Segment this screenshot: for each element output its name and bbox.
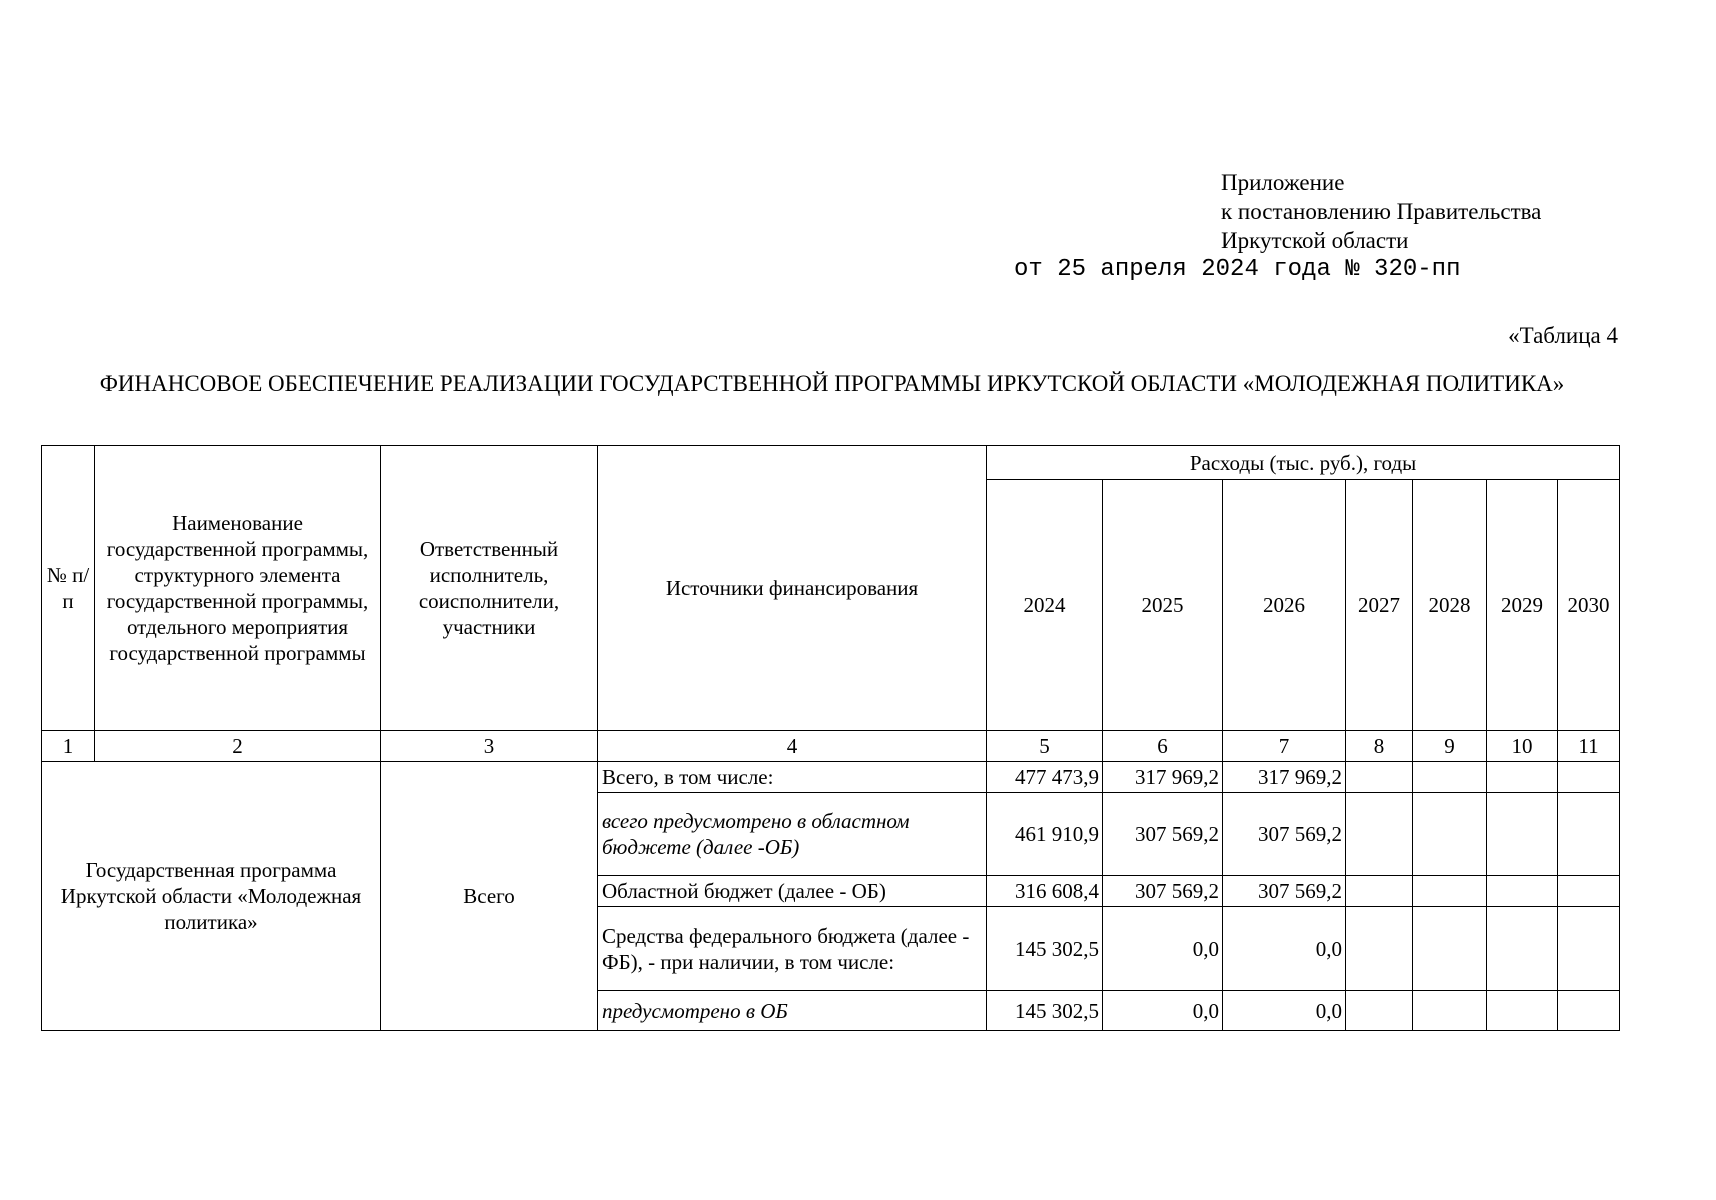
value-cell: 0,0 (1103, 991, 1223, 1031)
column-number: 10 (1487, 731, 1558, 762)
source-cell: Средства федерального бюджета (далее - ФБ), - при наличии, в том числе: (598, 907, 987, 991)
value-cell (1413, 762, 1487, 793)
value-cell (1413, 991, 1487, 1031)
column-number: 8 (1346, 731, 1413, 762)
value-cell: 0,0 (1223, 991, 1346, 1031)
value-cell (1346, 793, 1413, 876)
column-number: 3 (381, 731, 598, 762)
value-cell (1413, 876, 1487, 907)
value-cell (1558, 876, 1620, 907)
source-cell: Всего, в том числе: (598, 762, 987, 793)
value-cell: 307 569,2 (1223, 793, 1346, 876)
value-cell: 307 569,2 (1103, 876, 1223, 907)
header-year-2028: 2028 (1413, 480, 1487, 731)
value-cell (1346, 991, 1413, 1031)
value-cell (1346, 876, 1413, 907)
value-cell: 0,0 (1103, 907, 1223, 991)
header-year-2024: 2024 (987, 480, 1103, 731)
column-number: 2 (95, 731, 381, 762)
header-year-2026: 2026 (1223, 480, 1346, 731)
financing-table (41, 445, 1620, 1031)
document-title: ФИНАНСОВОЕ ОБЕСПЕЧЕНИЕ РЕАЛИЗАЦИИ ГОСУДАРСТВЕННОЙ ПРОГРАММЫ ИРКУТСКОЙ ОБЛАСТИ «МОЛОДЕЖНАЯ ПОЛИТИКА» (99, 371, 1565, 396)
value-cell (1346, 762, 1413, 793)
column-number: 6 (1103, 731, 1223, 762)
value-cell: 307 569,2 (1223, 876, 1346, 907)
column-number: 1 (42, 731, 95, 762)
column-number: 11 (1558, 731, 1620, 762)
source-cell: предусмотрено в ОБ (598, 991, 987, 1031)
value-cell (1346, 907, 1413, 991)
approval-line-2: к постановлению Правительства (1221, 199, 1542, 224)
column-number: 9 (1413, 731, 1487, 762)
header-name: Наименование государственной программы, структурного элемента государственной программы, отдельного мероприятия государственной программы (95, 446, 381, 731)
value-cell: 145 302,5 (987, 991, 1103, 1031)
value-cell (1487, 991, 1558, 1031)
approval-block (1221, 168, 1541, 255)
approval-line-3: Иркутской области (1221, 228, 1409, 253)
column-number: 4 (598, 731, 987, 762)
value-cell: 316 608,4 (987, 876, 1103, 907)
value-cell (1558, 991, 1620, 1031)
value-cell (1558, 907, 1620, 991)
column-numbers-row (42, 731, 1620, 762)
source-cell: всего предусмотрено в областном бюджете (далее -ОБ) (598, 793, 987, 876)
value-cell (1487, 762, 1558, 793)
value-cell (1558, 762, 1620, 793)
value-cell (1413, 907, 1487, 991)
header-year-2025: 2025 (1103, 480, 1223, 731)
value-cell: 317 969,2 (1103, 762, 1223, 793)
program-name-cell: Государственная программа Иркутской области «Молодежная политика» (42, 762, 381, 1031)
table-number: «Таблица 4 (1508, 323, 1618, 348)
value-cell (1558, 793, 1620, 876)
value-cell (1413, 793, 1487, 876)
header-year-2027: 2027 (1346, 480, 1413, 731)
header-year-2030: 2030 (1558, 480, 1620, 731)
approval-line-1: Приложение (1221, 170, 1345, 195)
value-cell: 307 569,2 (1103, 793, 1223, 876)
value-cell (1487, 907, 1558, 991)
value-cell (1487, 876, 1558, 907)
value-cell: 461 910,9 (987, 793, 1103, 876)
header-source: Источники финансирования (598, 446, 987, 731)
value-cell (1487, 793, 1558, 876)
executor-cell: Всего (381, 762, 598, 1031)
column-number: 7 (1223, 731, 1346, 762)
column-number: 5 (987, 731, 1103, 762)
value-cell: 0,0 (1223, 907, 1346, 991)
value-cell: 477 473,9 (987, 762, 1103, 793)
header-year-2029: 2029 (1487, 480, 1558, 731)
decree-date: от 25 апреля 2024 года № 320-пп (1014, 256, 1461, 283)
table-row (42, 762, 1620, 793)
value-cell: 317 969,2 (1223, 762, 1346, 793)
source-cell: Областной бюджет (далее - ОБ) (598, 876, 987, 907)
header-executor: Ответственный исполнитель, соисполнители, участники (381, 446, 598, 731)
header-num: № п/п (42, 446, 95, 731)
value-cell: 145 302,5 (987, 907, 1103, 991)
header-expenses: Расходы (тыс. руб.), годы (987, 446, 1620, 480)
